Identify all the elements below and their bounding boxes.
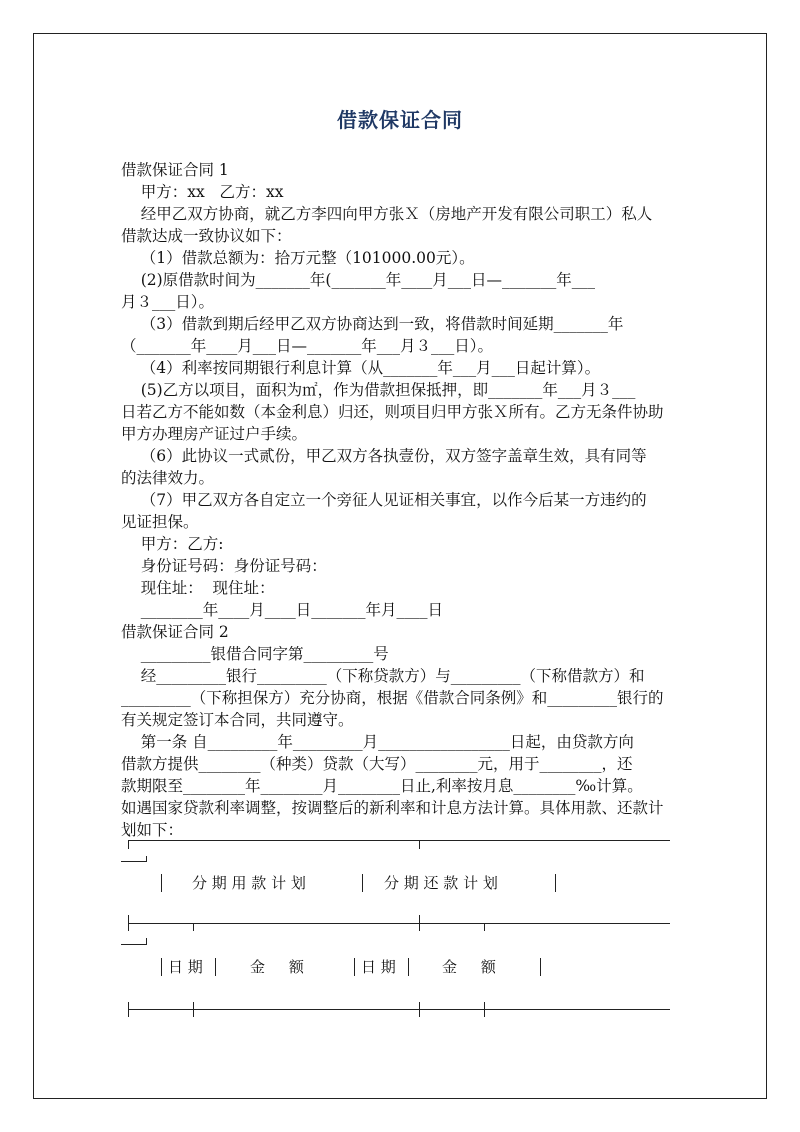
text-line: （_______年____月___日—_______年___月３___日）。 — [121, 337, 494, 355]
table-cross-tick — [419, 1002, 420, 1017]
text-line: 款期限至________年________月________日止,利率按月息________‰计算。 — [121, 777, 643, 795]
text-line: 甲方：乙方: — [121, 535, 224, 553]
text-line: 见证担保。 — [121, 513, 199, 531]
table-stub-tick — [146, 856, 147, 862]
table-top-border — [128, 840, 670, 841]
table-cell-border — [408, 958, 409, 976]
text-line: ________年____月____日_______年月____日 — [121, 601, 443, 619]
date-header: 日 期 — [361, 958, 396, 976]
text-line: （1）借款总额为：拾万元整（101000.00元）。 — [121, 249, 475, 267]
table-cell-border — [362, 874, 363, 892]
text-line: 甲方办理房产证过户手续。 — [121, 425, 308, 443]
text-line: 现住址： 现住址： — [121, 579, 275, 597]
repay-plan-header: 分 期 还 款 计 划 — [384, 874, 498, 892]
borrow-plan-header: 分 期 用 款 计 划 — [192, 874, 306, 892]
text-line: _________银借合同字第_________号 — [121, 645, 389, 663]
table-stub-line — [121, 944, 147, 945]
table-cross-tick — [128, 915, 129, 931]
table-divider-tick — [419, 840, 420, 849]
table-stub-tick — [146, 938, 147, 945]
text-line: 日若乙方不能如数（本金利息）归还，则项目归甲方张Ｘ所有。乙方无条件协助 — [121, 403, 664, 421]
table-cross-tick — [419, 915, 420, 931]
table-cell-border — [161, 958, 162, 976]
table-mid-border — [128, 923, 670, 924]
table-bottom-border — [128, 1009, 670, 1010]
document-title: 借款保证合同 — [337, 108, 463, 132]
amount-header: 金 额 — [250, 958, 304, 976]
table-stub-line — [121, 861, 147, 862]
section-heading: 借款保证合同 1 — [121, 161, 229, 179]
text-line: 如遇国家贷款利率调整，按调整后的新利率和计息方法计算。具体用款、还款计 — [121, 799, 664, 817]
text-line: 身份证号码：身份证号码： — [121, 557, 327, 575]
table-corner — [128, 840, 129, 849]
text-line: （4）利率按同期银行利息计算（从_______年___月___日起计算）。 — [121, 359, 601, 377]
text-line: (2)原借款时间为_______年(_______年____月___日—_______年___ — [121, 271, 595, 289]
text-line: 月３___日）。 — [121, 293, 215, 311]
text-line: 经甲乙双方协商，就乙方李四向甲方张Ｘ（房地产开发有限公司职工）私人 — [121, 205, 653, 223]
table-cell-border — [354, 958, 355, 976]
text-line: 借款达成一致协议如下： — [121, 227, 292, 245]
text-line: （7）甲乙双方各自定立一个旁征人见证相关事宜，以作今后某一方违约的 — [121, 491, 647, 509]
date-header: 日 期 — [168, 958, 203, 976]
table-cell-border — [540, 958, 541, 976]
text-line: （6）此协议一式贰份，甲乙双方各执壹份，双方签字盖章生效，具有同等 — [121, 447, 647, 465]
table-cross-tick — [484, 1002, 485, 1017]
text-line: 甲方：xx 乙方：xx — [121, 183, 284, 201]
text-line: 借款方提供________（种类）贷款（大写）________元，用于________，还 — [121, 755, 633, 773]
amount-header: 金 额 — [442, 958, 496, 976]
table-cross-tick — [193, 923, 194, 931]
table-cross-tick — [484, 923, 485, 931]
text-line: 有关规定签订本合同，共同遵守。 — [121, 711, 354, 729]
text-line: _________（下称担保方）充分协商，根据《借款合同条例》和_________银行的 — [121, 689, 664, 707]
table-cell-border — [555, 874, 556, 892]
table-cell-border — [215, 958, 216, 976]
table-cross-tick — [128, 1002, 129, 1017]
section-heading: 借款保证合同 2 — [121, 623, 229, 641]
text-line: （3）借款到期后经甲乙双方协商达到一致，将借款时间延期_______年 — [121, 315, 624, 333]
table-cross-tick — [193, 1002, 194, 1017]
text-line: 划如下： — [121, 821, 184, 839]
table-cell-border — [161, 874, 162, 892]
text-line: 第一条 自_________年_________月_________________日起，由贷款方向 — [121, 733, 634, 751]
text-line: 的法律效力。 — [121, 469, 215, 487]
text-line: 经_________银行_________（下称贷款方）与_________（下称借款方）和 — [121, 667, 645, 685]
text-line: (5)乙方以项目，面积为㎡，作为借款担保抵押，即_______年___月３___ — [121, 381, 636, 399]
